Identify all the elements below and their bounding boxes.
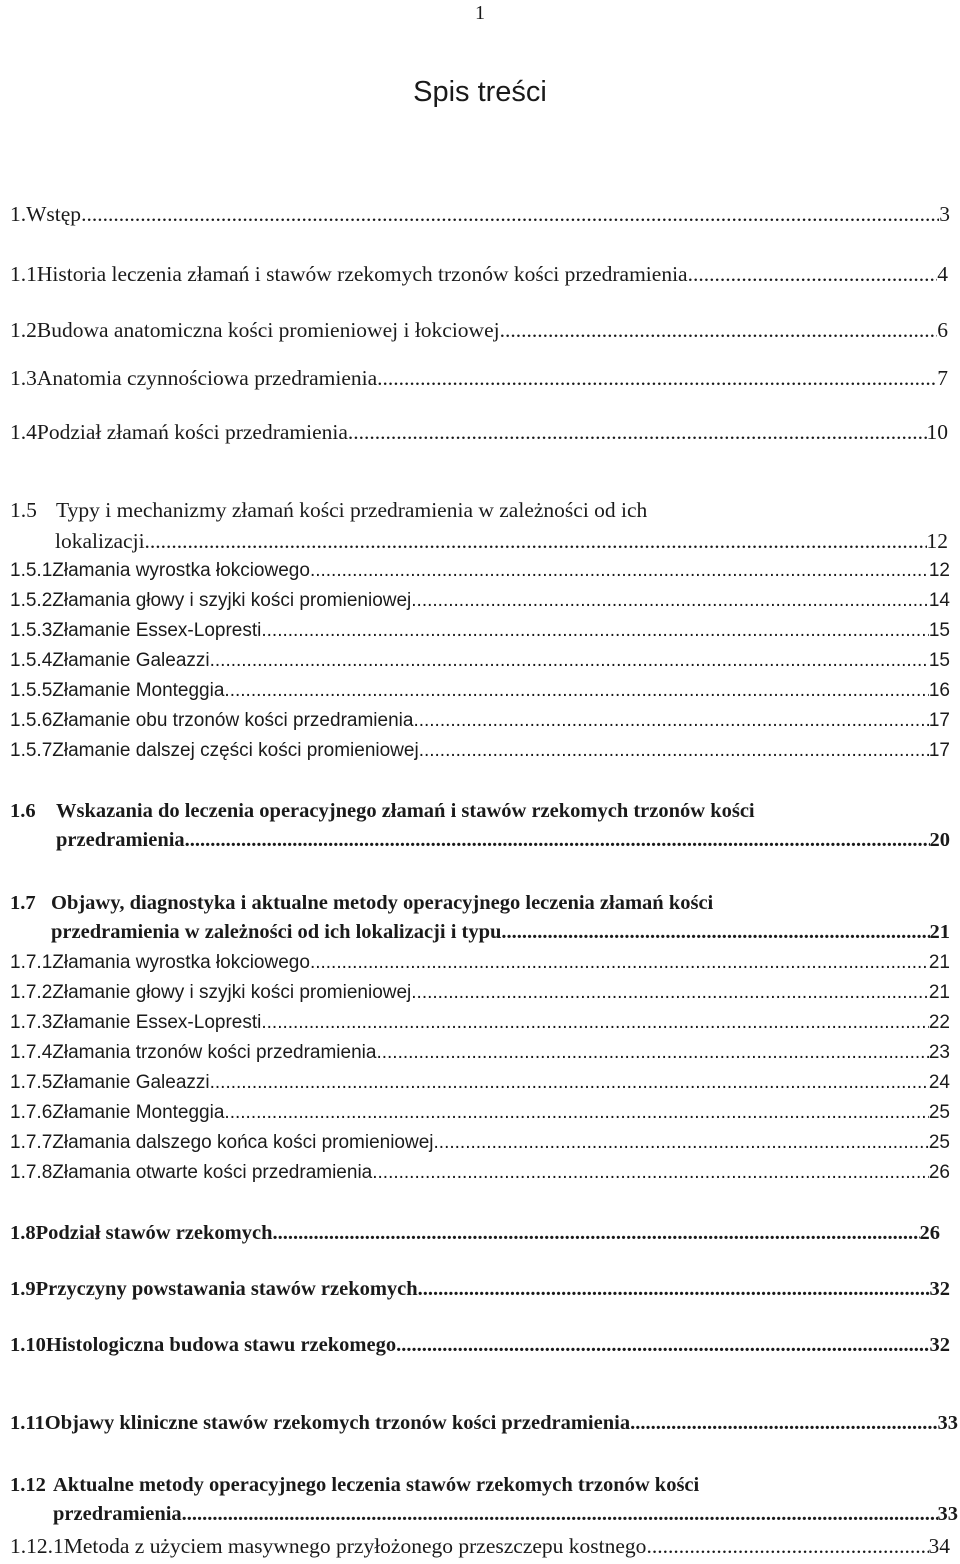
- toc-entry-title: Histologiczna budowa stawu rzekomego: [45, 1334, 397, 1356]
- toc-entry[interactable]: [10, 1278, 950, 1301]
- toc-entry-page: 7: [937, 366, 948, 390]
- toc-entry-title: Złamania otwarte kości przedramienia: [52, 1162, 373, 1183]
- dot-leader: [182, 1503, 938, 1526]
- toc-entry-title-continued: przedramienia: [53, 1503, 182, 1525]
- toc-entry-page: 21: [928, 982, 950, 1003]
- toc-entry-page: 21: [929, 921, 950, 943]
- toc-entry-number: 1.: [10, 202, 27, 226]
- toc-entry-title: Złamanie dalszej części kości promieniowej: [52, 740, 419, 761]
- toc-entry-number: 1.10: [10, 1334, 46, 1356]
- dot-leader: [396, 1334, 929, 1357]
- toc-entry-title: Objawy, diagnostyka i aktualne metody operacyjnego leczenia złamań kości: [51, 892, 714, 914]
- toc-entry-page: 17: [928, 740, 950, 761]
- toc-entry-page: 6: [937, 318, 948, 342]
- toc-entry-page: 33: [937, 1503, 958, 1525]
- page-number: 1: [475, 2, 485, 24]
- toc-entry-number: 1.7.2: [10, 982, 53, 1003]
- toc-entry-title: Podział złamań kości przedramienia: [36, 420, 348, 444]
- toc-entry-number: 1.1: [10, 262, 37, 286]
- toc-entry[interactable]: [10, 650, 950, 672]
- dot-leader: [646, 1534, 928, 1559]
- toc-entry-title: Wskazania do leczenia operacyjnego złamań i stawów rzekomych trzonów kości: [56, 800, 755, 822]
- toc-entry-title: Metoda z użyciem masywnego przyłożonego przeszczepu kostnego: [63, 1534, 647, 1558]
- toc-entry[interactable]: [10, 1412, 958, 1435]
- toc-entry-number: 1.7.6: [10, 1102, 53, 1123]
- toc-entry-title-continued: przedramienia: [56, 829, 185, 851]
- dot-leader: [434, 1132, 929, 1154]
- toc-entry-title: Złamanie Galeazzi: [52, 1072, 210, 1093]
- toc-entry[interactable]: [10, 1012, 950, 1034]
- toc-entry[interactable]: [10, 1102, 950, 1124]
- toc-entry[interactable]: [10, 590, 950, 612]
- toc-entry[interactable]: [10, 498, 948, 554]
- dot-leader: [185, 829, 930, 852]
- toc-entry[interactable]: [10, 1042, 950, 1064]
- toc-entry-page: 25: [928, 1102, 950, 1123]
- dot-leader: [261, 620, 929, 642]
- toc-entry-title: Przyczyny powstawania stawów rzekomych: [35, 1278, 418, 1300]
- toc-entry[interactable]: [10, 1334, 950, 1357]
- toc-entry-number: 1.9: [10, 1278, 36, 1300]
- toc-entry[interactable]: [10, 262, 948, 287]
- toc-entry-number: 1.12: [10, 1474, 46, 1496]
- toc-entry-page: 4: [937, 262, 948, 286]
- toc-entry[interactable]: [10, 952, 950, 974]
- toc-entry[interactable]: [10, 1132, 950, 1154]
- toc-entry-number: 1.7.1: [10, 952, 53, 973]
- toc-entry[interactable]: [10, 1474, 958, 1526]
- toc-entry[interactable]: [10, 420, 948, 445]
- toc-entry-number: 1.5: [10, 498, 37, 522]
- toc-entry-page: 16: [928, 680, 950, 701]
- toc-entry-page: 3: [939, 202, 950, 226]
- dot-leader: [210, 650, 929, 672]
- dot-leader: [81, 202, 939, 227]
- dot-leader: [310, 560, 929, 582]
- dot-leader: [500, 318, 938, 343]
- dot-leader: [372, 1162, 929, 1184]
- toc-entry-page: 26: [919, 1222, 940, 1244]
- toc-entry-page: 24: [928, 1072, 950, 1093]
- toc-entry-title: Budowa anatomiczna kości promieniowej i łokciowej: [36, 318, 500, 342]
- toc-entry-page: 22: [928, 1012, 950, 1033]
- toc-entry[interactable]: [10, 892, 950, 944]
- dot-leader: [419, 740, 929, 762]
- toc-entry-number: 1.7.8: [10, 1162, 53, 1183]
- toc-entry-title: Złamanie obu trzonów kości przedramienia: [52, 710, 414, 731]
- toc-entry-title: Złamanie głowy i szyjki kości promieniowej: [52, 982, 412, 1003]
- toc-entry-page: 10: [926, 420, 948, 444]
- toc-entry-page: 32: [929, 1278, 950, 1300]
- toc-entry-title: Aktualne metody operacyjnego leczenia stawów rzekomych trzonów kości: [53, 1474, 700, 1496]
- toc-entry-title: Historia leczenia złamań i stawów rzekomych trzonów kości przedramienia: [36, 262, 688, 286]
- toc-entry-page: 33: [937, 1412, 958, 1434]
- toc-entry-title: Złamanie Essex-Lopresti: [52, 1012, 262, 1033]
- toc-entry[interactable]: [10, 982, 950, 1004]
- toc-entry-page: 12: [928, 560, 950, 581]
- toc-entry[interactable]: [10, 680, 950, 702]
- toc-entry[interactable]: [10, 620, 950, 642]
- toc-entry-number: 1.6: [10, 800, 36, 822]
- page-title: Spis treści: [413, 76, 547, 108]
- dot-leader: [224, 1102, 928, 1124]
- toc-entry-page: 17: [928, 710, 950, 731]
- toc-entry-number: 1.5.3: [10, 620, 53, 641]
- toc-entry-title: Podział stawów rzekomych: [35, 1222, 273, 1244]
- dot-leader: [377, 366, 937, 391]
- toc-entry-number: 1.2: [10, 318, 37, 342]
- toc-entry-number: 1.7: [10, 892, 36, 914]
- toc-entry-title: Złamanie Essex-Lopresti: [52, 620, 262, 641]
- toc-entry-page: 15: [928, 620, 950, 641]
- toc-entry-number: 1.5.5: [10, 680, 53, 701]
- dot-leader: [145, 529, 927, 554]
- dot-leader: [411, 982, 929, 1004]
- toc-entry-number: 1.12.1: [10, 1534, 64, 1558]
- toc-entry-page: 25: [928, 1132, 950, 1153]
- toc-entry-title: Anatomia czynnościowa przedramienia: [36, 366, 378, 390]
- toc-entry-number: 1.7.4: [10, 1042, 53, 1063]
- toc-entry-number: 1.7.7: [10, 1132, 53, 1153]
- toc-entry[interactable]: [10, 740, 950, 762]
- toc-entry-number: 1.5.6: [10, 710, 53, 731]
- toc-entry-title: Złamania wyrostka łokciowego: [52, 560, 310, 581]
- toc-entry-page: 21: [928, 952, 950, 973]
- toc-entry-number: 1.5.7: [10, 740, 53, 761]
- dot-leader: [376, 1042, 928, 1064]
- dot-leader: [210, 1072, 929, 1094]
- toc-entry-page: 23: [928, 1042, 950, 1063]
- toc-entry-number: 1.7.3: [10, 1012, 53, 1033]
- dot-leader: [418, 1278, 930, 1301]
- toc-entry-page: 15: [928, 650, 950, 671]
- toc-entry-page: 12: [926, 529, 948, 553]
- dot-leader: [501, 921, 929, 944]
- toc-entry-number: 1.7.5: [10, 1072, 53, 1093]
- toc-entry-page: 32: [929, 1334, 950, 1356]
- dot-leader: [688, 262, 938, 287]
- dot-leader: [224, 680, 928, 702]
- toc-entry[interactable]: [10, 1222, 940, 1245]
- toc-entry-page: 20: [929, 829, 950, 851]
- dot-leader: [413, 710, 928, 732]
- toc-entry-title-continued: przedramienia w zależności od ich lokalizacji i typu: [51, 921, 502, 943]
- dot-leader: [348, 420, 927, 445]
- toc-entry[interactable]: [10, 1162, 950, 1184]
- toc-entry-title: Typy i mechanizmy złamań kości przedramienia w zależności od ich: [56, 498, 648, 522]
- toc-entry-number: 1.5.2: [10, 590, 53, 611]
- toc-entry-title: Złamanie Galeazzi: [52, 650, 210, 671]
- toc-entry[interactable]: [10, 318, 948, 343]
- toc-entry[interactable]: [10, 800, 950, 852]
- toc-entry-number: 1.8: [10, 1222, 36, 1244]
- toc-entry-title: Złamania głowy i szyjki kości promieniowej: [52, 590, 412, 611]
- toc-entry-page: 14: [928, 590, 950, 611]
- dot-leader: [310, 952, 929, 974]
- toc-entry-title-continued: lokalizacji: [55, 529, 145, 553]
- toc-entry[interactable]: [10, 366, 948, 391]
- dot-leader: [411, 590, 929, 612]
- toc-entry-title: Złamanie Monteggia: [52, 680, 225, 701]
- toc-entry-number: 1.4: [10, 420, 37, 444]
- toc-entry-title: Wstęp: [26, 202, 82, 226]
- toc-entry-title: Złamania wyrostka łokciowego: [52, 952, 310, 973]
- dot-leader: [630, 1412, 937, 1435]
- toc-entry-title: Złamania dalszego końca kości promieniowej: [52, 1132, 434, 1153]
- toc-entry-number: 1.3: [10, 366, 37, 390]
- toc-entry-title: Objawy kliniczne stawów rzekomych trzonów kości przedramienia: [44, 1412, 631, 1434]
- toc-entry-page: 26: [928, 1162, 950, 1183]
- toc-entry-page: 34: [928, 1534, 950, 1558]
- toc-entry[interactable]: [10, 1534, 950, 1559]
- toc-entry[interactable]: [10, 710, 950, 732]
- toc-entry-number: 1.11: [10, 1412, 45, 1434]
- toc-entry-number: 1.5.1: [10, 560, 53, 581]
- dot-leader: [261, 1012, 929, 1034]
- toc-entry[interactable]: [10, 560, 950, 582]
- dot-leader: [272, 1222, 919, 1245]
- toc-entry-title: Złamanie Monteggia: [52, 1102, 225, 1123]
- toc-entry[interactable]: [10, 1072, 950, 1094]
- toc-entry-title: Złamania trzonów kości przedramienia: [52, 1042, 377, 1063]
- toc-entry[interactable]: [10, 202, 950, 227]
- toc-entry-number: 1.5.4: [10, 650, 53, 671]
